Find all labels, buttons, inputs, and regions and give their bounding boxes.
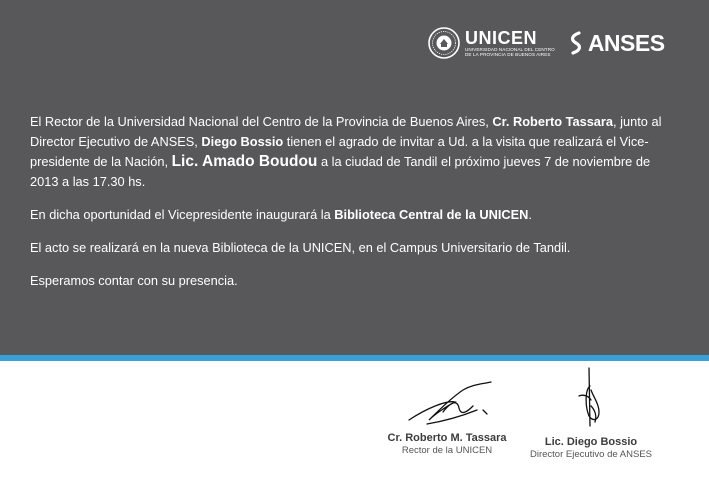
- anses-logo: [568, 30, 665, 57]
- invitation-paragraph-2: [30, 205, 670, 225]
- handwritten-signature-bossio: [561, 366, 621, 436]
- director-name: Diego Bossio: [201, 134, 284, 149]
- text-segment: El Rector de la Universidad Nacional del Centro de la Provincia de Buenos Aires,: [30, 114, 493, 129]
- unicen-logo: [428, 27, 555, 59]
- logos-header: [424, 26, 665, 60]
- vicepresident-name: Lic. Amado Boudou: [171, 153, 318, 170]
- unicen-name: UNICEN: [465, 27, 538, 48]
- signature-role: Director Ejecutivo de ANSES: [530, 449, 652, 460]
- text-segment: a la ciudad de Tandil el próximo jueves 7 de noviembre de 2013 a las 17.30 hs.: [30, 154, 651, 189]
- unicen-subtitle-line2: DE LA PROVINCIA DE BUENOS AIRES: [465, 52, 551, 57]
- signature-role: Rector de la UNICEN: [401, 445, 493, 456]
- anses-swoosh-icon: [568, 31, 584, 55]
- university-seal-icon: [428, 27, 460, 59]
- handwritten-signature-tassara: [387, 368, 507, 434]
- signature-block-director: [501, 366, 681, 461]
- signature-name: Cr. Roberto M. Tassara: [387, 432, 507, 444]
- signature-name: Lic. Diego Bossio: [544, 436, 638, 448]
- text-segment: , junto al Director Ejecutivo de ANSES,: [30, 114, 662, 149]
- rector-name: Cr. Roberto Tassara: [492, 114, 614, 129]
- text-segment: .: [528, 207, 532, 222]
- unicen-subtitle-line1: UNIVERSIDAD NACIONAL DEL CENTRO: [465, 46, 555, 52]
- invitation-body: [30, 112, 670, 304]
- text-segment: En dicha oportunidad el Vicepresidente inaugurará la: [30, 207, 335, 222]
- invitation-paragraph-1: [30, 112, 670, 192]
- anses-name: ANSES: [587, 29, 665, 56]
- library-name: Biblioteca Central de la UNICEN: [334, 207, 529, 222]
- text-segment: tienen el agrado de invitar a Ud. a la visita que realizará el Vice-presidente de la Nación,: [30, 134, 649, 169]
- accent-stripe: [0, 355, 709, 361]
- invitation-paragraph-4: Esperamos contar con su presencia.: [30, 273, 238, 288]
- invitation-paragraph-3: El acto se realizará en la nueva Biblioteca de la UNICEN, en el Campus Universitario de Tandil.: [30, 240, 571, 255]
